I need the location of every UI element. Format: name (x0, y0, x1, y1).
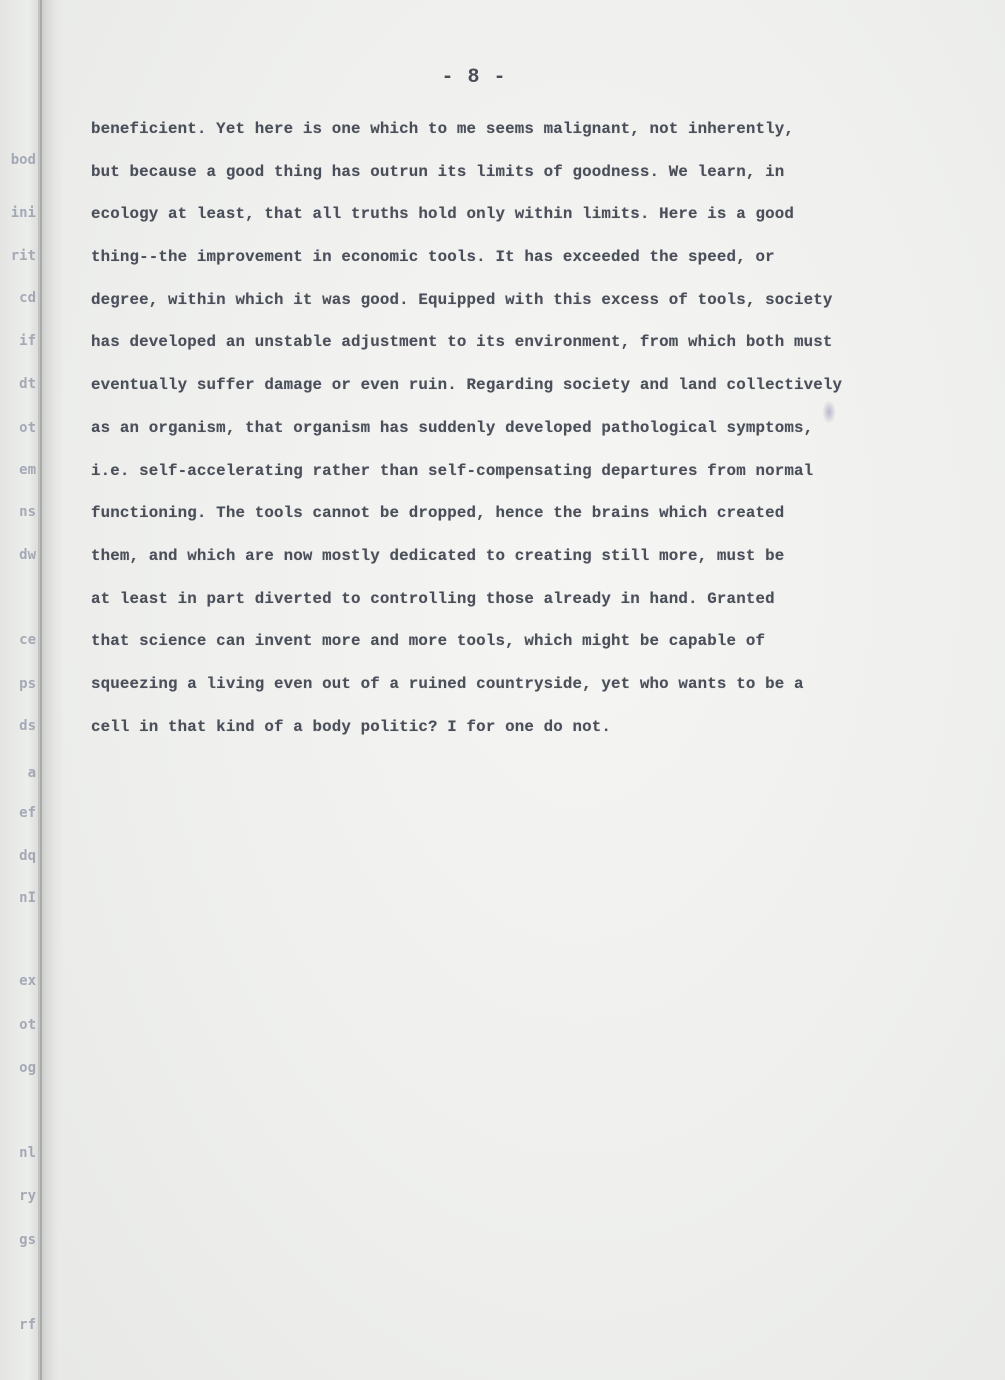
text-line: them, and which are now mostly dedicated to creating still more, must be (91, 546, 785, 565)
underlying-page-fragment: dw (19, 547, 36, 563)
underlying-page-fragment: rit (10, 248, 36, 264)
underlying-page-fragment: ot (19, 1017, 36, 1033)
body-text (91, 108, 971, 748)
underlying-page-fragment: em (19, 462, 36, 478)
underlying-page-fragment: dq (19, 848, 36, 864)
underlying-page-fragment: ini (10, 205, 36, 221)
underlying-page-fragment: ef (19, 805, 36, 821)
underlying-page-fragment: a (27, 765, 36, 781)
underlying-page-fragment: bod (10, 152, 36, 168)
underlying-page-edge (0, 0, 40, 1380)
text-line: as an organism, that organism has suddenly developed pathological symptoms, (91, 418, 814, 437)
underlying-page-fragment: ot (19, 420, 36, 436)
text-line: squeezing a living even out of a ruined countryside, yet who wants to be a (91, 674, 804, 693)
underlying-page-fragment: ex (19, 973, 36, 989)
text-line: cell in that kind of a body politic? I for one do not. (91, 717, 612, 736)
underlying-page-fragment: rf (19, 1317, 36, 1333)
page-number: - 8 - (441, 66, 507, 89)
underlying-page-fragment: ry (19, 1188, 36, 1204)
underlying-page-fragment: if (19, 333, 36, 349)
text-line: ecology at least, that all truths hold only within limits. Here is a good (91, 205, 794, 224)
text-line: beneficient. Yet here is one which to me seems malignant, not inherently, (91, 120, 794, 138)
underlying-page-fragment: og (19, 1060, 36, 1076)
binding-edge (40, 0, 42, 1380)
typewritten-page (62, 0, 1005, 1380)
underlying-page-fragment: ps (19, 676, 36, 692)
underlying-page-fragment: gs (19, 1232, 36, 1248)
text-line: at least in part diverted to controlling those already in hand. Granted (91, 589, 775, 608)
text-line: eventually suffer damage or even ruin. Regarding society and land collectively (91, 376, 843, 395)
text-line: that science can invent more and more tools, which might be capable of (91, 632, 766, 651)
text-line: has developed an unstable adjustment to its environment, from which both must (91, 333, 833, 352)
underlying-page-fragment: nl (19, 1145, 36, 1161)
underlying-page-fragment: cd (19, 290, 36, 306)
underlying-page-fragment: ns (19, 504, 36, 520)
text-line: thing--the improvement in economic tools. It has exceeded the speed, or (91, 248, 775, 267)
underlying-page-fragment: dt (19, 376, 36, 392)
text-line: i.e. self-accelerating rather than self-compensating departures from normal (91, 461, 814, 480)
underlying-page-fragment: ce (19, 632, 36, 648)
text-line: functioning. The tools cannot be dropped, hence the brains which created (91, 504, 785, 523)
underlying-page-fragment: nI (19, 890, 36, 906)
text-line: but because a good thing has outrun its limits of goodness. We learn, in (91, 162, 785, 181)
underlying-page-fragment: ds (19, 718, 36, 734)
text-line: degree, within which it was good. Equipped with this excess of tools, society (91, 290, 833, 309)
ink-smudge (822, 400, 836, 424)
